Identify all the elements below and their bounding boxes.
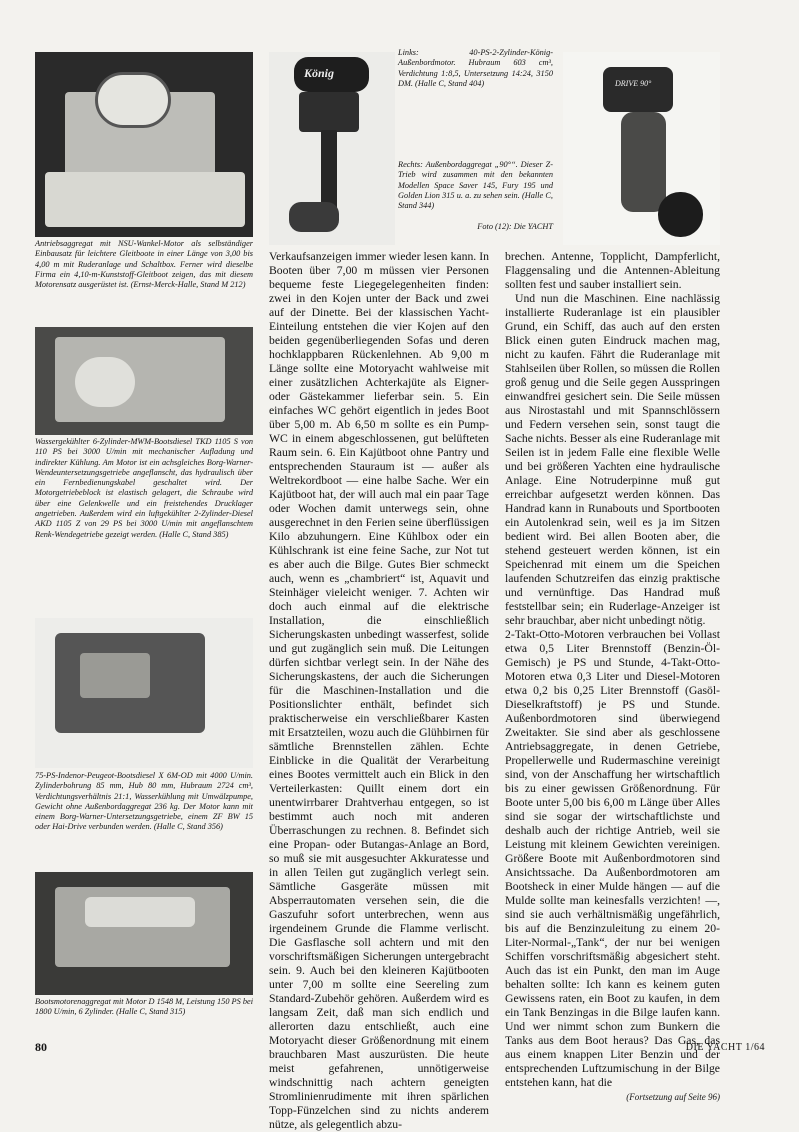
- photo-z-drive-90: [563, 52, 720, 245]
- photo-peugeot-diesel: [35, 618, 253, 768]
- caption-peugeot-diesel: 75-PS-Indenor-Peugeot-Bootsdiesel X 6M-OD mit 4000 U/min. Zylinderbohrung 85 mm, Hub 80 mm, Hubraum 2724 cm³, Verdichtungsverhältnis 21:1, Wasserkühlung mit Umwälzpumpe, Gewicht ohne Außenbordaggregat 236 kg. Der Motor kann mit einem Borg-Warner-Untersetzungsgetriebe, einem ZF BW 15 oder Hai-Drive verbunden werden. (Halle C, Stand 356): [35, 771, 253, 832]
- article-col2-para1: brechen. Antenne, Topplicht, Dampferlicht, Flaggensaling und die Antennen-Ableitung sollten fest und sauber installiert sein.: [505, 250, 720, 291]
- photo-nsu-wankel-boat: [35, 52, 253, 237]
- caption-d1548: Bootsmotorenaggregat mit Motor D 1548 M, Leistung 150 PS bei 1800 U/min, 6 Zylinder. (Halle C, Stand 315): [35, 997, 253, 1017]
- caption-z-drive: Rechts: Außenbordaggregat „90°“. Dieser Z-Trieb wird zusammen mit den bekannten Modellen Space Saver 145, Fury 195 und Golden Lion 315 u. a. zu sehen sein. (Halle C, Stand 344): [398, 160, 553, 211]
- caption-mwm-diesel: Wassergekühlter 6-Zylinder-MWM-Bootsdiesel TKD 1105 S von 110 PS bei 3000 U/min mit mechanischer Aufladung und indirekter Kühlung. Am Motor ist ein achsgleiches Borg-Warner-Wendeuntersetzungsgetriebe angeflanscht, das hydraulisch über ein Fernbedienungskabel geschaltet wird. Der Motorgetriebeblock ist elastisch gelagert, die Schraube wird über eine Gelenkwelle und ein freistehendes Drucklager angetrieben. Außerdem wird ein luftgekühlter 2-Zylinder-Diesel AKD 1105 Z von 29 PS bei 3000 U/min mit angeflanschtem Renk-Wendegetriebe gezeigt werden. (Halle C, Stand 385): [35, 437, 253, 539]
- article-col2-para3: 2-Takt-Otto-Motoren verbrauchen bei Vollast etwa 0,5 Liter Brennstoff (Benzin-Öl-Gemisch) je PS und Stunde, 4-Takt-Otto-Motoren etwa 0,3 Liter und Diesel-Motoren etwa 0,2 bis 0,25 Liter Brennstoff (Gasöl-Dieselkraftstoff) je PS und Stunde. Außenbordmotoren sind überwiegend Zweitakter. Sie sind aber als geschlossene Antriebsaggregate, in denen Getriebe, Propellerwelle und Rudermaschine vereinigt sind, von der Anschaffung her wirtschaftlich bis zu einer gewissen Größenordnung. Für Boote unter 5,00 bis 6,00 m Länge über Alles sind sie sogar der wirtschaftlichste und deshalb auch der richtige Antrieb, weil sie Leistung mit kleinem Gewichten vereinigen. Größere Boote mit Außenbordmotoren sind Ansichtssache. Da Außenbordmotoren am Bootsheck in einer Mulde hängen — auf die Mulde sollte man keinesfalls verzichten! —, sind sie auch verhältnismäßig ungefährlich, bis auf die Benzinzuleitung zu einem 20-Liter-Normal-„Tank“, der nur bei wenigen Schiffen vorschriftsmäßig abgesichert steht. Auch das ist ein Punkt, den man im Auge behalten sollte: Ich kann es keinem guten Gewissens raten, ein Boot zu kaufen, in dem ein Tank Benzingas in die Bilge laufen kann. Und wer nimmt schon zum Bunkern die Tanks aus dem Boot heraus? Das Gas, das aus einem knappen Liter Benzin und der entsprechenden Luftzumischung in der Bilge entstehen kann, hat die: [505, 628, 720, 1089]
- photo-koenig-outboard: [269, 52, 395, 245]
- drive-logo-text: DRIVE 90°: [615, 79, 652, 88]
- caption-koenig: Links: 40-PS-2-Zylinder-König-Außenbordmotor. Hubraum 603 cm³, Verdichtung 1:8,5, Untersetzung 14:24, 3150 DM. (Halle C, Stand 404): [398, 48, 553, 88]
- magazine-issue: DIE YACHT 1/64: [685, 1042, 765, 1053]
- koenig-logo-text: König: [304, 66, 335, 80]
- article-col2-para2: Und nun die Maschinen. Eine nachlässig installierte Ruderanlage ist ein plausibler Grund, ein Schiff, das auch auf den ersten Blick einen guten Eindruck machen mag, nicht zu kaufen. Fährt die Ruderanlage mit Stahlseilen über Rollen, so müssen die Rollen groß genug und die Seile gegen Ausspringen einwandfrei gesichert sein. Die Seile müssen aus Nirostastahl und mit Spannschlössern und Federn versehen sein, sonst taugt die Sache nichts. Besser als eine Ruderanlage mit Seilen ist in jedem Falle eine flexible Welle und bei größeren Yachten eine hydraulische Anlage. Eine Notruderpinne muß gut erreichbar aufgesetzt werden können. Das Handrad kann in Runabouts und Sportbooten ein Autolenkrad sein, weil es ja im Sitzen bedient wird. Bei allen Booten aber, die stehend gesteuert werden können, ist ein Speichenrad mit einem um die Speichen laufenden Schutzreifen das einzig praktische und vernünftige. Das Handrad muß feststellbar sein; ein Ruderlage-Anzeiger ist sehr brauchbar, aber nicht unbedingt nötig.: [505, 292, 720, 627]
- caption-nsu-wankel: Antriebsaggregat mit NSU-Wankel-Motor als selbständiger Einbausatz für leichtere Gleitboote in einer Länge von 3,00 bis 4,00 m mit Ruderanlage und Schaltbox. Ferner wird dieselbe Firma ein 4,10-m-Kunststoff-Gleitboot zeigen, das mit diesem Motorensatz ausgerüstet ist. (Ernst-Merck-Halle, Stand M 212): [35, 239, 253, 290]
- continued-note: (Fortsetzung auf Seite 96): [626, 1092, 720, 1102]
- article-column-1: [269, 250, 489, 1132]
- photo-mwm-diesel: [35, 327, 253, 435]
- photo-boat-engine-d1548: [35, 872, 253, 995]
- article-col1-text: Verkaufsanzeigen immer wieder lesen kann. In Booten über 7,00 m müssen vier Personen bequeme feste Liegegelegenheiten finden: zwei in den Kojen unter der Back und zwei auf der Dinette. Bei der klassischen Yacht-Einteilung entstehen die vier Kojen auf den beiden gegenüberliegenden Sofas und deren hochklappbaren Rückenlehnen. Ab 9,00 m Länge sollte eine Motoryacht wahlweise mit einer zusätzlichen Achterkajüte als Eigner- oder Gästekammer lieferbar sein. 5. Ein einfaches WC gehört eigentlich in jedes Boot über 5,00 m. Ab 6,50 m sollte es ein Pump-WC in einem abgeschlossenen, gut belüfteten Raum sein. 6. Ein Kajütboot ohne Pantry und entsprechenden Stauraum ist — außer als Weltrekordboot — eine halbe Sache. Wer ein Kajütboot hat, der will auch mal ein paar Tage oder Wochen damit unterwegs sein, ohne ausgerechnet in den Ferien seine überflüssigen Kilo abzuhungern. Eine Kühlbox oder ein Kühlschrank ist eine feine Sache, zur Not tut es aber auch die Bilge. Gutes Bier schmeckt auch, wenn es „chambriert“ ist, Aquavit und Steinhäger vieleicht weniger. 7. Achten wir doch auch einmal auf die elektrische Installation, die einschließlich Sicherungskasten unbedingt wasserfest, solide und gut zugänglich sein muß. Die Leitungen dürfen sichtbar verlegt sein. In der Nähe des Sicherungskastens, der auch die Sicherungen für die Maschinen-Installation und die Positionslichter enthält, befindet sich praktischerweise ein verschließbarer Kasten mit Ersatzteilen, wozu auch die Glühbirnen für sämtliche Brennstellen zählen. Echte Einblicke in die Qualität der Verarbeitung eines Bootes vermittelt auch ein Blick in den Verteilerkasten: Quillt einem dort ein unentwirrbarer Drahtverhau entgegen, so ist bestimmt auch noch mit anderen Überraschungen zu rechnen. 8. Befindet sich eine Propan- oder Butangas-Anlage an Bord, so muß sie mit ausgesuchter Akkuratesse und in allen Teilen gut zugänglich verlegt sein. Sämtliche Gasgeräte müssen mit Absperrautomaten versehen sein, die die Gaszufuhr sofort unterbrechen, wenn aus irgendeinem Grunde die Flamme verlischt. Die Gasflasche soll achtern und mit den vorschriftsmäßigen Sicherungen untergebracht sein. 9. Auch bei den kleineren Kajütbooten unter 7,00 m sollte eine Seereling zum Standard-Zubehör gehören. Außerdem wird es langsam Zeit, daß man sich endlich und allerorten dazu entschließt, auch eine Motoryacht dieser Größenordnung mit einem brauchbaren Mast auszurüsten. Die heute meist gefahrenen, unnötigerweise windschnittig nach achtern geneigten Stromlinienrudimente mit ihren spärlichen Topp-Fünzelchen sind zu nichts anderem nütze, als gelegentlich abzu-: [269, 250, 489, 1131]
- photo-credit: Foto (12): Die YACHT: [477, 222, 553, 231]
- page-number: 80: [35, 1040, 47, 1054]
- article-column-2: [505, 250, 720, 1104]
